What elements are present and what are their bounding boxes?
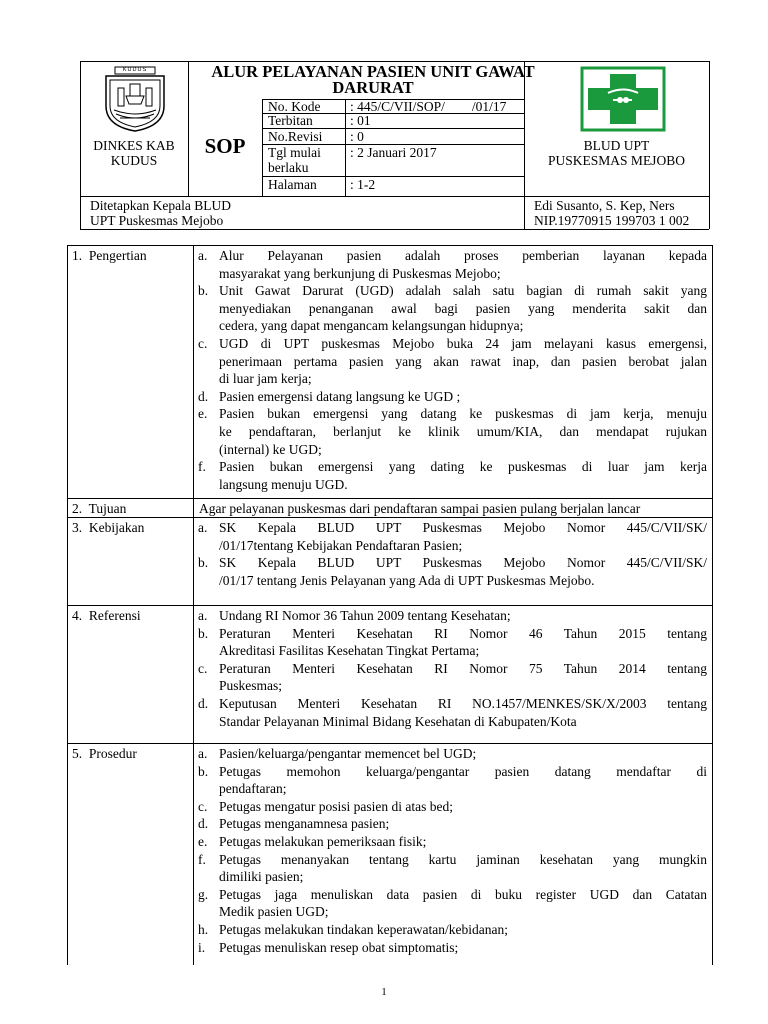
- list-item: [198, 458, 707, 493]
- sop-label: SOP: [204, 134, 246, 158]
- list-item: [198, 554, 707, 589]
- established-line1: Ditetapkan Kepala BLUD: [90, 198, 231, 213]
- list-item-line: SK Kepala BLUD UPT Puskesmas Mejobo Nomor 445/C/VII/SK/: [219, 520, 707, 535]
- list-item-line: Keputusan Menteri Kesehatan RI NO.1457/MENKES/SK/X/2003 tentang: [219, 696, 707, 711]
- established-line2: UPT Puskesmas Mejobo: [90, 213, 224, 228]
- meta-kode-label: No. Kode: [268, 99, 321, 114]
- left-org-line2: KUDUS: [110, 153, 158, 168]
- list-item-line: masyarakat yang berkunjung di Puskesmas Mejobo;: [219, 265, 501, 281]
- list-item: [198, 886, 707, 921]
- list-item: [198, 815, 707, 833]
- meta-terbitan-value: : 01: [350, 113, 371, 128]
- list-item-line: UGD di UPT puskesmas Mejobo buka 24 jam melayani kasus emergensi,: [219, 336, 707, 351]
- section-label-prosedur: 5. Prosedur: [72, 746, 137, 761]
- list-item: [198, 745, 707, 763]
- list-item-line: Medik pasien UGD;: [219, 904, 329, 920]
- list-item-letter: a.: [198, 746, 208, 761]
- meta-revisi-value: : 0: [350, 129, 364, 144]
- list-item-line: Pasien/keluarga/pengantar memencet bel UGD;: [219, 746, 477, 761]
- list-item: [198, 247, 707, 282]
- list-item-line: Petugas menanyakan tentang kartu jaminan kesehatan yang mungkin: [219, 851, 707, 867]
- list-item-line: ke pendaftaran, berlanjut ke klinik umum/KIA, dan mendapat rujukan: [219, 423, 707, 439]
- list-item-line: Petugas menuliskan resep obat simptomatis;: [219, 939, 459, 955]
- section-label-kebijakan: 3. Kebijakan: [72, 520, 145, 535]
- list-item-letter: b.: [198, 763, 209, 779]
- list-item-line: Petugas memohon keluarga/pengantar pasien datang mendaftar di: [219, 763, 707, 779]
- list-item-letter: b.: [198, 283, 209, 299]
- right-org-line2: PUSKESMAS MEJOBO: [548, 153, 685, 168]
- list-item-line: menyediakan penanganan awal bagi pasien yang menderita sakit dan: [219, 300, 707, 316]
- list-item-line: Petugas mengatur posisi pasien di atas bed;: [219, 798, 453, 814]
- list-item-letter: a.: [198, 520, 208, 535]
- list-item-line: Petugas menganamnesa pasien;: [219, 816, 390, 832]
- page-number: 1: [381, 986, 387, 998]
- list-item: [198, 607, 707, 625]
- document-title: ALUR PELAYANAN PASIEN UNIT GAWAT DARURAT: [211, 62, 535, 97]
- signer-name: Edi Susanto, S. Kep, Ners: [534, 198, 675, 213]
- list-item: [198, 798, 707, 816]
- list-item-letter: d.: [198, 816, 209, 832]
- list-item: [198, 921, 707, 939]
- list-item-line: (internal) ke UGD;: [219, 441, 322, 457]
- list-item-line: pendaftaran;: [219, 781, 287, 797]
- meta-tgl-value: : 2 Januari 2017: [350, 145, 437, 160]
- list-item-line: Pasien bukan emergensi yang dating ke puskesmas di luar jam kerja: [219, 459, 707, 475]
- list-item-letter: b.: [198, 555, 209, 571]
- meta-tgl-label2: berlaku: [268, 160, 309, 175]
- tujuan-text: Agar pelayanan puskesmas dari pendaftaran sampai pasien pulang berjalan lancar: [199, 501, 641, 516]
- list-item: [198, 833, 707, 851]
- meta-halaman-value: : 1-2: [350, 177, 376, 192]
- list-item-line: cedera, yang dapat mengancam kelangsungan hidupnya;: [219, 318, 524, 334]
- left-org-line1: DINKES KAB: [93, 138, 175, 153]
- list-item-line: /01/17 tentang Jenis Pelayanan yang Ada di UPT Puskesmas Mejobo.: [219, 572, 595, 588]
- list-item-line: /01/17tentang Kebijakan Pendaftaran Pasien;: [219, 537, 463, 553]
- list-item-letter: g.: [198, 886, 209, 902]
- list-item-letter: a.: [198, 608, 208, 623]
- list-item-line: Akreditasi Fasilitas Kesehatan Tingkat Pertama;: [219, 643, 480, 659]
- section-label-referensi: 4. Referensi: [72, 608, 141, 623]
- list-item-line: Petugas melakukan tindakan keperawatan/kebidanan;: [219, 922, 509, 937]
- list-item-letter: e.: [198, 834, 208, 849]
- list-item-line: langsung menuju UGD.: [219, 476, 348, 492]
- list-item: [198, 939, 707, 957]
- list-item: [198, 625, 707, 660]
- list-item-line: Petugas melakukan pemeriksaan fisik;: [219, 834, 427, 849]
- list-item-letter: b.: [198, 625, 209, 641]
- list-item-line: Petugas jaga menuliskan data pasien di buku register UGD dan Catatan: [219, 886, 707, 902]
- list-item-letter: f.: [198, 459, 206, 475]
- list-item-line: di luar jam kerja;: [219, 371, 312, 387]
- list-item-line: Undang RI Nomor 36 Tahun 2009 tentang Kesehatan;: [219, 608, 511, 623]
- list-item-letter: f.: [198, 851, 206, 867]
- list-item-line: dimiliki pasien;: [219, 869, 304, 885]
- list-item-line: Peraturan Menteri Kesehatan RI Nomor 75 Tahun 2014 tentang: [219, 660, 707, 676]
- meta-revisi-label: No.Revisi: [268, 129, 323, 144]
- list-item: [198, 405, 707, 458]
- logo-text: KUDUS: [122, 67, 148, 73]
- list-item-letter: d.: [198, 388, 209, 404]
- list-item: [198, 763, 707, 798]
- list-item-line: Puskesmas;: [219, 678, 283, 694]
- list-item: [198, 519, 707, 554]
- list-item: [198, 851, 707, 886]
- list-item-line: Pasien bukan emergensi yang datang ke puskesmas di jam kerja, menuju: [219, 406, 707, 422]
- section-label-pengertian: 1. Pengertian: [72, 248, 147, 263]
- list-item-line: penerimaan pertama pasien yang akan rawat inap, dan pasien berobat jalan: [219, 353, 707, 369]
- list-item-line: SK Kepala BLUD UPT Puskesmas Mejobo Nomor 445/C/VII/SK/: [219, 555, 707, 571]
- meta-terbitan-label: Terbitan: [268, 113, 313, 128]
- list-item-line: Standar Pelayanan Minimal Bidang Kesehatan di Kabupaten/Kota: [219, 713, 577, 729]
- list-item-letter: h.: [198, 922, 209, 937]
- list-item: [198, 660, 707, 695]
- list-item-letter: c.: [198, 660, 208, 676]
- list-item: [198, 388, 707, 406]
- right-org-line1: BLUD UPT: [583, 138, 650, 153]
- list-item-letter: c.: [198, 798, 208, 814]
- list-item: [198, 282, 707, 335]
- list-item-line: Peraturan Menteri Kesehatan RI Nomor 46 Tahun 2015 tentang: [219, 625, 707, 641]
- list-item-letter: d.: [198, 696, 209, 711]
- meta-halaman-label: Halaman: [268, 177, 317, 192]
- list-item: [198, 695, 707, 730]
- list-item-letter: c.: [198, 336, 208, 351]
- meta-tgl-label: Tgl mulai: [268, 145, 321, 160]
- meta-kode-value: : 445/C/VII/SOP/ /01/17: [350, 99, 507, 114]
- signer-nip: NIP.19770915 199703 1 002: [534, 213, 690, 228]
- list-item-line: Unit Gawat Darurat (UGD) adalah salah satu bagian di rumah sakit yang: [219, 283, 707, 299]
- list-item-line: Alur Pelayanan pasien adalah proses pemberian layanan kepada: [219, 248, 707, 263]
- section-label-tujuan: 2. Tujuan: [72, 501, 127, 516]
- list-item-letter: i.: [198, 939, 206, 955]
- list-item-letter: e.: [198, 406, 208, 422]
- puskesmas-logo: [580, 66, 666, 132]
- list-item: [198, 335, 707, 388]
- list-item-letter: a.: [198, 248, 208, 263]
- kudus-logo: [104, 66, 166, 132]
- list-item-line: Pasien emergensi datang langsung ke UGD ;: [219, 388, 461, 404]
